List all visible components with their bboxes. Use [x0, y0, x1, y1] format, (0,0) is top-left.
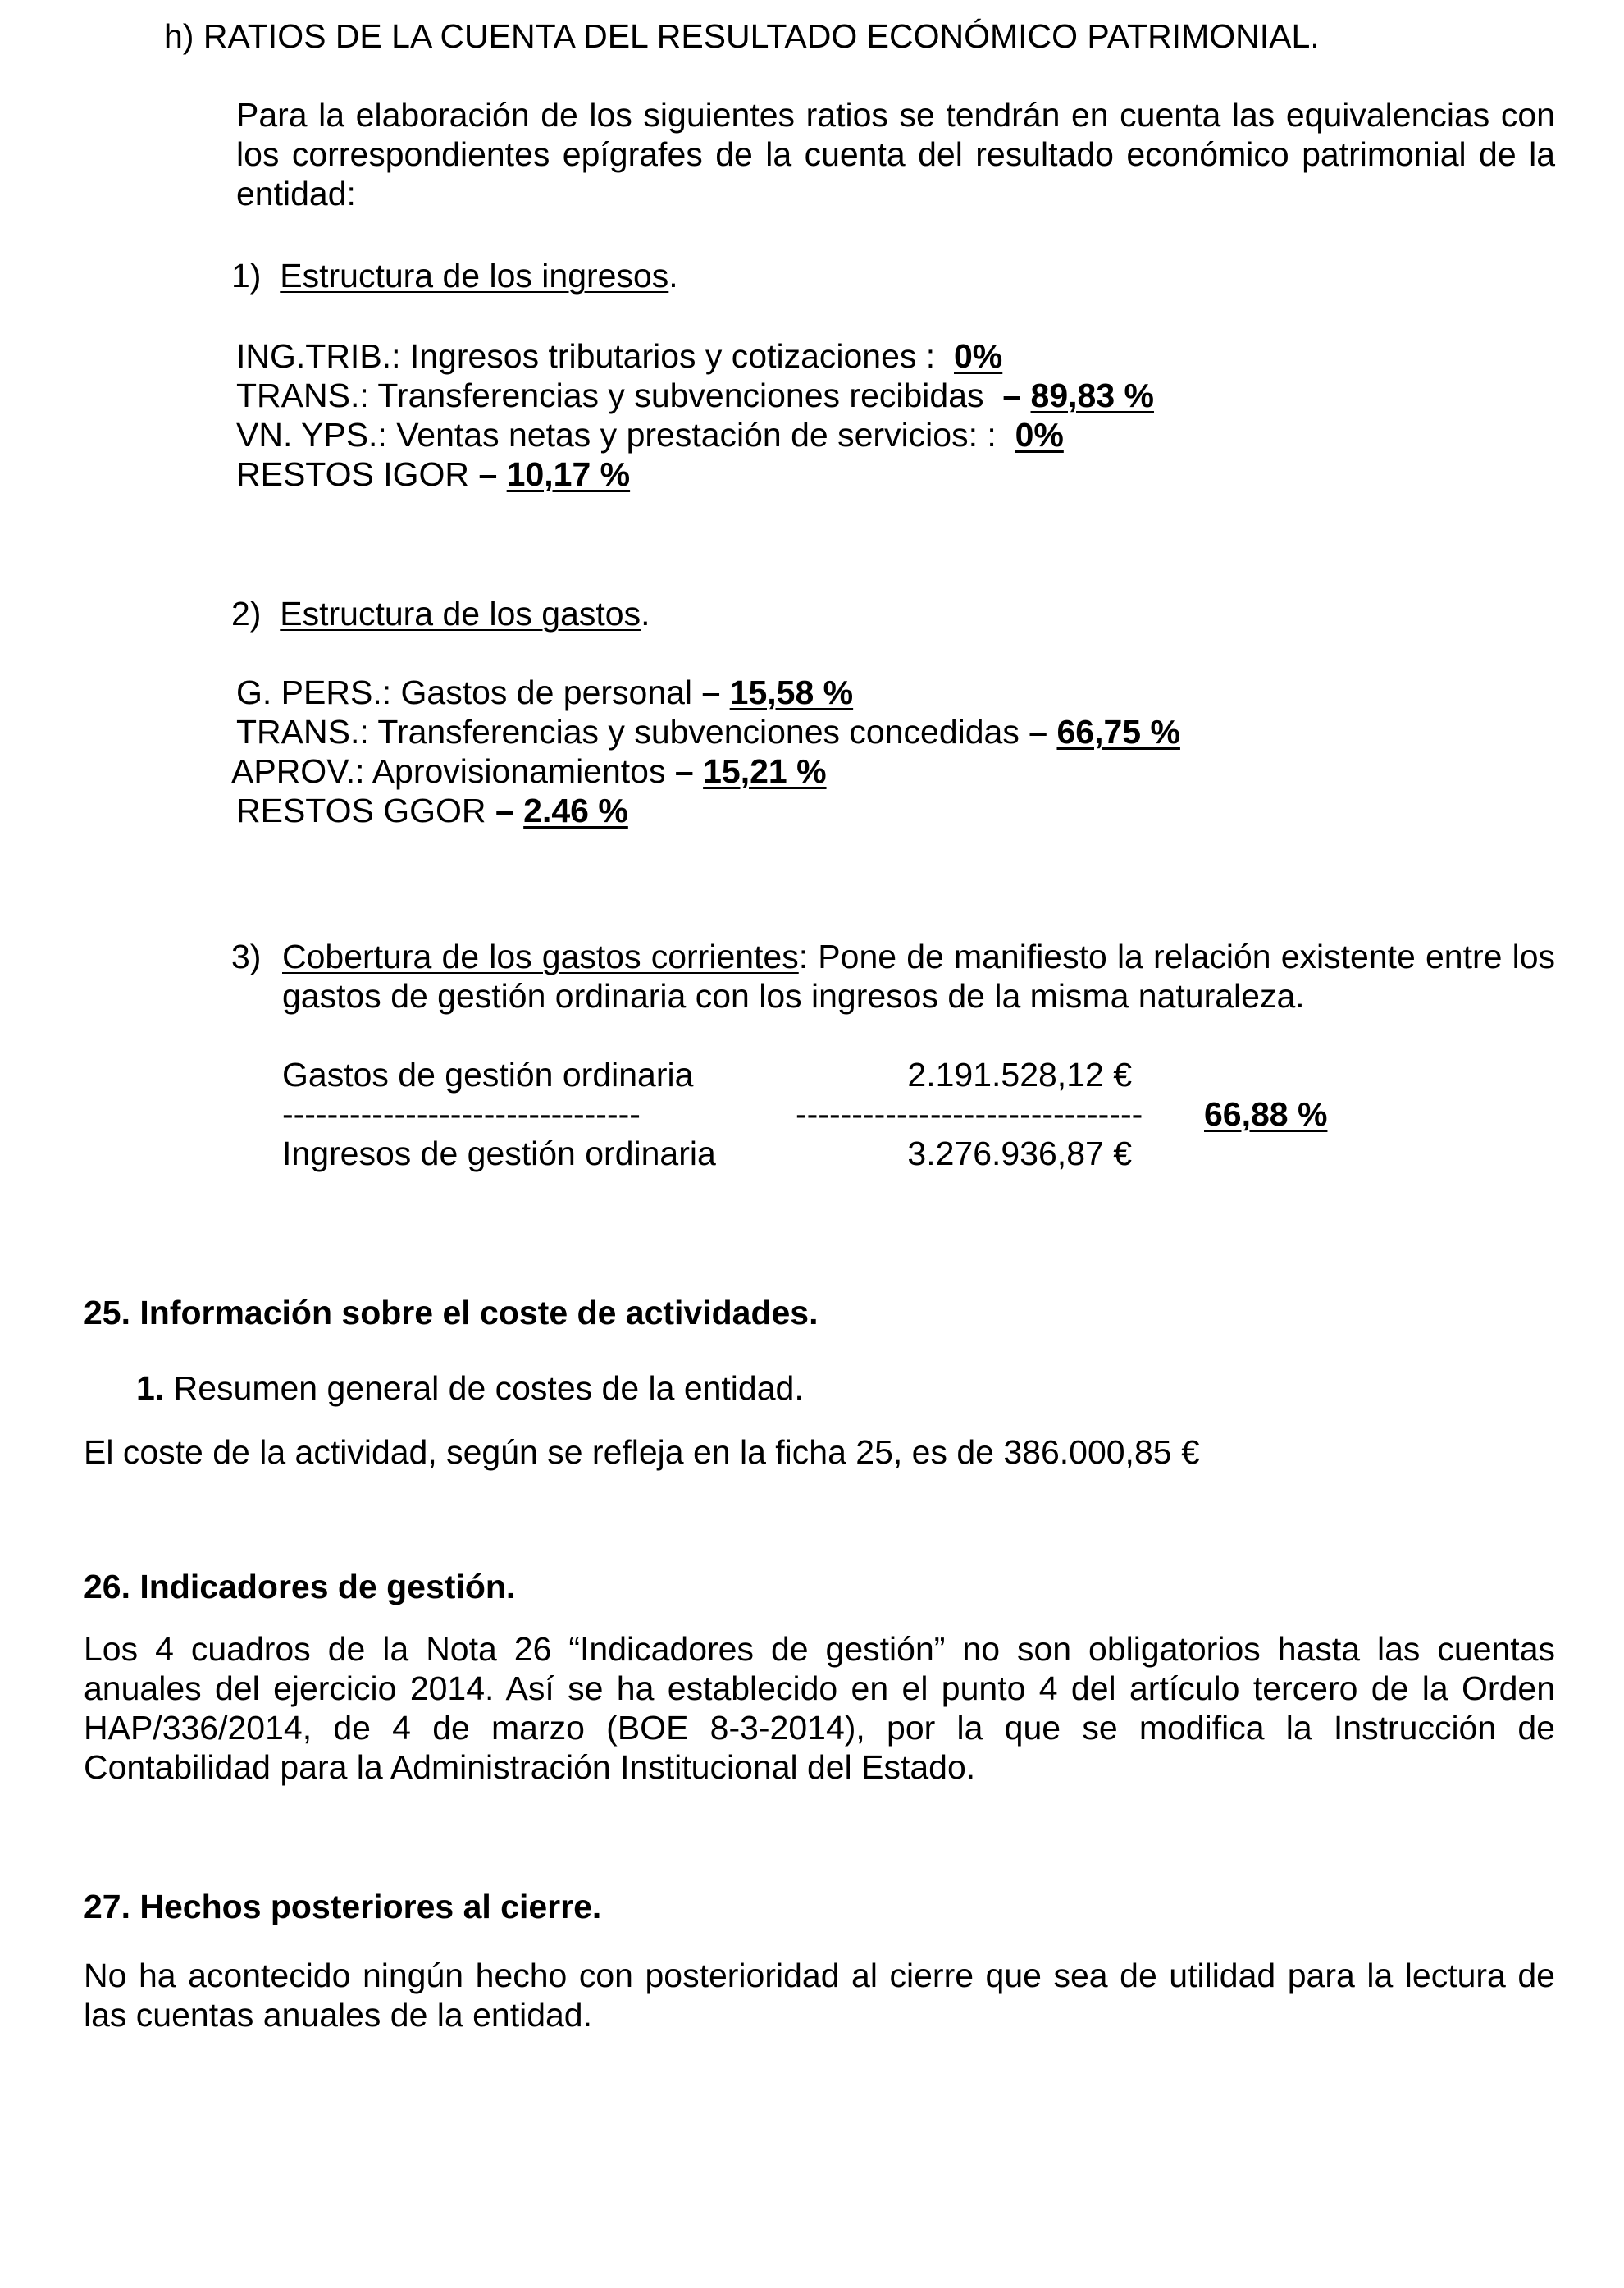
section-25-title: 25. Información sobre el coste de actividades.: [84, 1294, 819, 1331]
section-h-title: h) RATIOS DE LA CUENTA DEL RESULTADO ECONÓMICO PATRIMONIAL.: [164, 17, 1320, 55]
item3-text: : Pone de manifiesto la relación existente entre los gastos de gestión ordinaria con los ingresos de la misma naturaleza.: [282, 938, 1555, 1015]
expense-value: 15,58 %: [729, 674, 854, 711]
section-h-intro: Para la elaboración de los siguientes ratios se tendrán en cuenta las equivalencias con los correspondientes epígrafes de la cuenta del resultado económico patrimonial de la entidad:: [236, 96, 1555, 212]
expense-line-restos: [236, 791, 628, 830]
income-line-vn-yps: [236, 415, 1064, 454]
denominator-label: Ingresos de gestión ordinaria: [282, 1135, 716, 1172]
income-line-ing-trib: [236, 336, 1002, 376]
item1-heading: 1) Estructura de los ingresos.: [231, 257, 678, 295]
section-26-text: Los 4 cuadros de la Nota 26 “Indicadores de gestión” no son obligatorios hasta las cuentas anuales del ejercicio 2014. Así se ha establecido en el punto 4 del artículo tercero de la Orden HAP/336/2014, de 4 de marzo (BOE 8-3-2014), por la que se modifica la Instrucción de Contabilidad para la Administración Institucional del Estado.: [84, 1630, 1555, 1786]
item3-title: Cobertura de los gastos corrientes: [282, 938, 799, 975]
item2-heading: 2) Estructura de los gastos.: [231, 595, 650, 633]
fraction-dashes-left: --------------------------------: [282, 1095, 641, 1133]
expense-sep: –: [674, 752, 694, 790]
section-25-text: El coste de la actividad, según se refleja en la ficha 25, es de 386.000,85 €: [84, 1433, 1200, 1471]
item2-title: Estructura de los gastos: [280, 595, 641, 633]
section-25-subheading: [136, 1368, 804, 1408]
expense-line-trans: [236, 712, 1180, 751]
income-value: 0%: [1015, 416, 1064, 454]
expense-sep: –: [701, 674, 721, 711]
income-sep: –: [478, 455, 498, 493]
expense-label: G. PERS.: Gastos de personal: [236, 674, 693, 711]
expense-value: 15,21 %: [703, 752, 827, 790]
income-label: VN. YPS.: Ventas netas y prestación de servicios: :: [236, 416, 997, 454]
section-27-title: 27. Hechos posteriores al cierre.: [84, 1888, 602, 1925]
income-label: TRANS.: Transferencias y subvenciones recibidas: [236, 377, 984, 414]
expense-label: TRANS.: Transferencias y subvenciones concedidas: [236, 713, 1020, 751]
item3-number: 3): [231, 938, 262, 975]
section-25-sub-number: 1.: [136, 1369, 165, 1407]
section-27-text: No ha acontecido ningún hecho con posterioridad al cierre que sea de utilidad para la lectura de las cuentas anuales de la entidad.: [84, 1957, 1555, 2034]
denominator-value: 3.276.936,87 €: [907, 1135, 1132, 1172]
expense-sep: –: [1029, 713, 1048, 751]
coverage-ratio: 66,88 %: [1204, 1095, 1328, 1133]
item1-title: Estructura de los ingresos: [280, 257, 669, 295]
income-line-trans: [236, 376, 1154, 415]
numerator-label: Gastos de gestión ordinaria: [282, 1056, 694, 1094]
item2-number: 2): [231, 595, 262, 633]
numerator-value: 2.191.528,12 €: [907, 1056, 1132, 1094]
expense-value: 2.46 %: [523, 792, 628, 829]
income-label: RESTOS IGOR: [236, 455, 470, 493]
income-label: ING.TRIB.: Ingresos tributarios y cotizaciones :: [236, 337, 936, 375]
item1-number: 1): [231, 257, 262, 295]
income-sep: –: [1002, 377, 1022, 414]
income-value: 0%: [954, 337, 1003, 375]
expense-line-aprov: [231, 751, 827, 791]
income-value: 89,83 %: [1030, 377, 1154, 414]
income-line-restos: [236, 454, 630, 494]
income-value: 10,17 %: [506, 455, 631, 493]
expense-value: 66,75 %: [1056, 713, 1180, 751]
item3-paragraph: [282, 937, 1555, 1016]
expense-label: APROV.: Aprovisionamientos: [231, 752, 666, 790]
expense-label: RESTOS GGOR: [236, 792, 486, 829]
section-25-sub-title: Resumen general de costes de la entidad.: [173, 1369, 804, 1407]
fraction-dashes-right: -------------------------------: [796, 1095, 1143, 1133]
expense-line-g-pers: [236, 673, 853, 712]
expense-sep: –: [495, 792, 514, 829]
section-26-title: 26. Indicadores de gestión.: [84, 1568, 516, 1605]
